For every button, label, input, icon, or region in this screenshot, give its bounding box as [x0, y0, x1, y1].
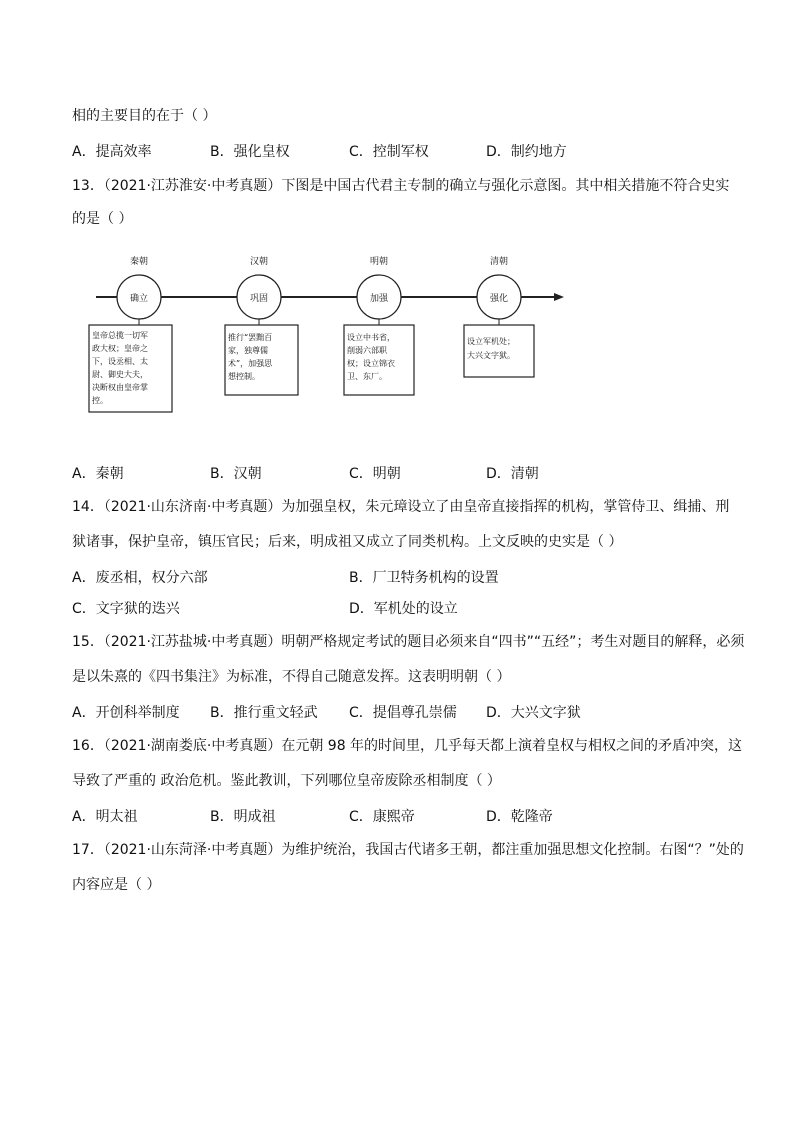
q14-option-b[interactable]: B．厂卫特务机构的设置 [349, 570, 499, 586]
q15-option-d[interactable]: D．大兴文字狱 [486, 705, 581, 721]
node-qin-label: 确立 [129, 294, 149, 304]
q15-stem-line2: 是以朱熹的《四书集注》为标准，不得自己随意发挥。这表明明朝（ ） [72, 669, 511, 685]
q12-option-c[interactable]: C．控制军权 [349, 144, 429, 160]
q14-option-a[interactable]: A．废丞相，权分六部 [72, 570, 208, 586]
q14-options-row2 [72, 599, 732, 619]
node-ming-label: 加强 [369, 294, 389, 304]
q16-options [72, 807, 732, 827]
q13-option-d[interactable]: D．清朝 [486, 466, 539, 482]
q17-stem-line2: 内容应是（ ） [72, 877, 161, 893]
q13-stem-line2: 的是（ ） [72, 211, 133, 227]
node-qin-dynasty: 秦朝 [129, 257, 149, 267]
node-ming-box-text: 设立中书省， 削弱六部职 权；设立锦衣 卫、东厂。 [347, 333, 395, 381]
absolutism-timeline-diagram [72, 248, 572, 418]
q13-option-a[interactable]: A．秦朝 [72, 466, 124, 482]
q15-option-a[interactable]: A．开创科举制度 [72, 705, 180, 721]
q12-options [72, 142, 732, 162]
q12-option-d[interactable]: D．制约地方 [486, 144, 567, 160]
q14-options-row1 [72, 568, 732, 588]
q13-option-b[interactable]: B．汉朝 [210, 466, 262, 482]
node-qing-box-text: 设立军机处； 大兴文字狱。 [467, 337, 515, 360]
q16-option-c[interactable]: C．康熙帝 [349, 809, 415, 825]
q16-stem-line2: 导致了严重的 政治危机。鉴此教训，下列哪位皇帝废除丞相制度（ ） [72, 773, 501, 789]
node-qing-dynasty: 清朝 [489, 257, 509, 267]
q16-option-a[interactable]: A．明太祖 [72, 809, 138, 825]
q16-option-b[interactable]: B．明成祖 [210, 809, 276, 825]
q17-stem-line1: 17．（2021·山东菏泽·中考真题）为维护统治，我国古代诸多王朝，都注重加强思想文化控制。右图“？”处的 [72, 842, 744, 858]
node-han-label: 巩固 [249, 294, 269, 304]
q12-option-b[interactable]: B．强化皇权 [210, 144, 290, 160]
node-han-dynasty: 汉朝 [249, 257, 269, 267]
q15-stem-line1: 15．（2021·江苏盐城·中考真题）明朝严格规定考试的题目必须来自“四书”“五经”；考生对题目的解释，必须 [72, 634, 745, 650]
q12-stem-continuation: 相的主要目的在于（ ） [72, 108, 217, 124]
q13-options [72, 464, 732, 484]
q14-option-d[interactable]: D．军机处的设立 [349, 601, 458, 617]
node-qing-label: 强化 [489, 294, 509, 304]
q12-option-a[interactable]: A．提高效率 [72, 144, 152, 160]
node-ming-dynasty: 明朝 [369, 257, 389, 267]
q14-stem-line2: 狱诸事，保护皇帝，镇压官民；后来，明成祖又成立了同类机构。上文反映的史实是（ ） [72, 534, 623, 550]
q14-option-c[interactable]: C．文字狱的迭兴 [72, 601, 180, 617]
node-qin-box-text: 皇帝总揽一切军 政大权；皇帝之 下，设丞相、太 尉、御史大夫， 决断权由皇帝掌 控。 [92, 331, 148, 405]
node-han-box-text: 推行“罢黜百 家，独尊儒 术”，加强思 想控制。 [228, 333, 273, 381]
q13-option-c[interactable]: C．明朝 [349, 466, 401, 482]
q15-options [72, 703, 732, 723]
q16-option-d[interactable]: D．乾隆帝 [486, 809, 553, 825]
q13-stem-line1: 13．（2021·江苏淮安·中考真题）下图是中国古代君主专制的确立与强化示意图。其中相关措施不符合史实 [72, 178, 730, 194]
arrow-head-icon [554, 293, 564, 301]
q14-stem-line1: 14．（2021·山东济南·中考真题）为加强皇权，朱元璋设立了由皇帝直接指挥的机构，掌管侍卫、缉捕、刑 [72, 499, 730, 515]
q15-option-c[interactable]: C．提倡尊孔崇儒 [349, 705, 457, 721]
q16-stem-line1: 16．（2021·湖南娄底·中考真题）在元朝 98 年的时间里，几乎每天都上演着皇权与相权之间的矛盾冲突，这 [72, 738, 743, 754]
q15-option-b[interactable]: B．推行重文轻武 [210, 705, 318, 721]
